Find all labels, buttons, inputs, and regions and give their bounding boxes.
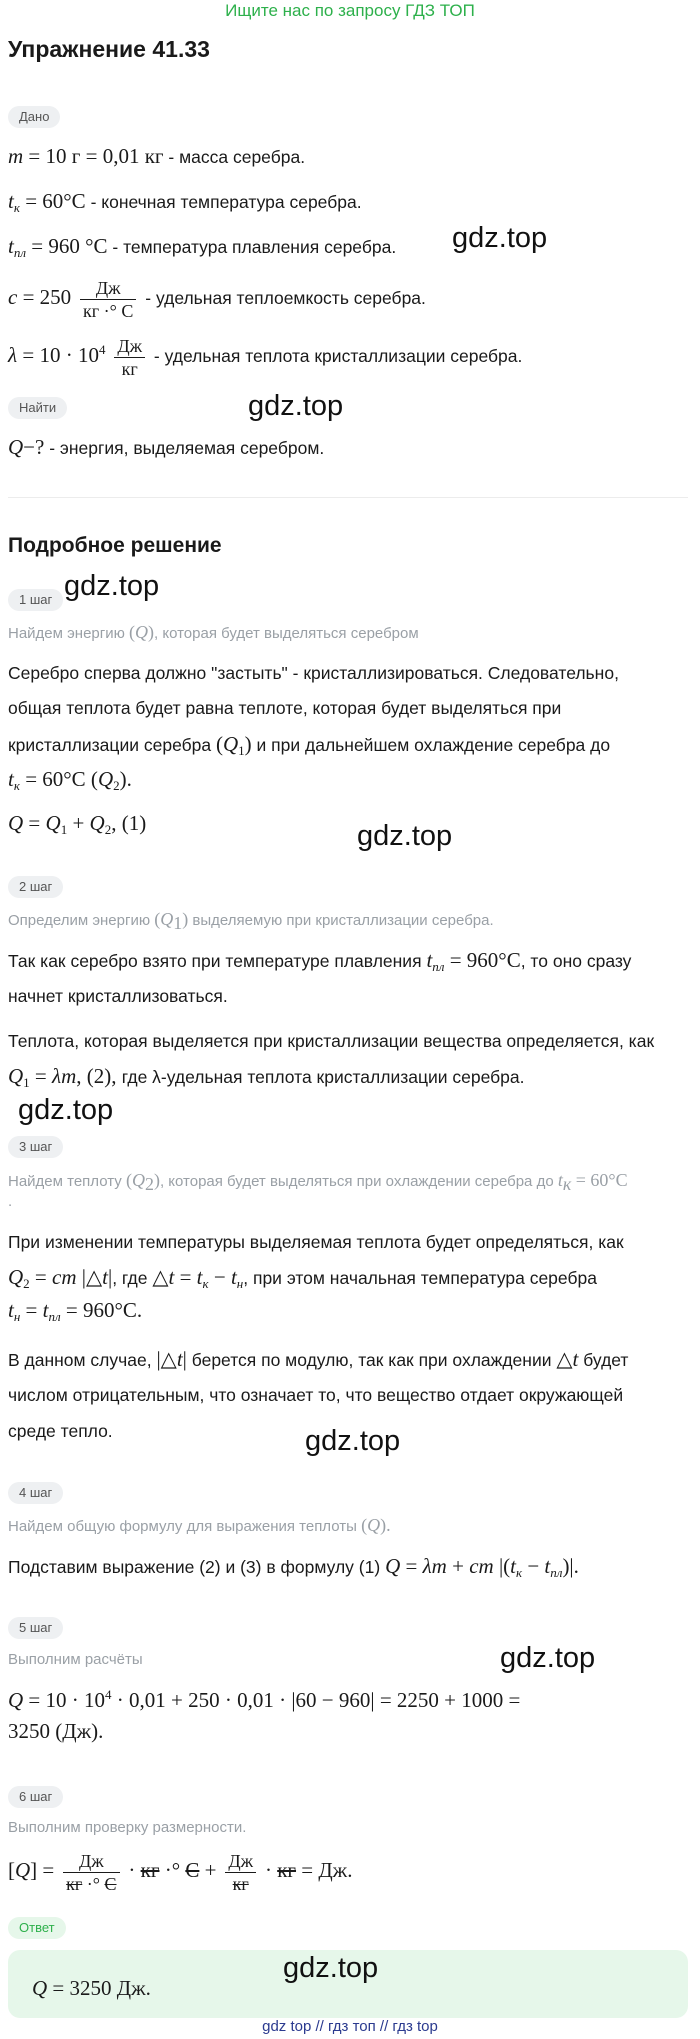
step2-p3: Теплота, которая выделяется при кристаллизации вещества определяется, как <box>8 1031 655 1051</box>
step3-p1: При изменении температуры выделяемая теплота будет определяться, как <box>8 1232 624 1252</box>
step2-p2: начнет кристаллизоваться. <box>8 986 228 1006</box>
step1-hint: Найдем энергию (Q), которая будет выделяться серебром <box>8 622 419 642</box>
given-melt-temp-desc: - температура плавления серебра. <box>112 237 397 257</box>
watermark: gdz.top <box>64 570 160 602</box>
step1-p3b: и при дальнейшем охлаждение серебра до <box>256 735 611 755</box>
step1-formula: $Q = Q_1 + Q_2$, (1) <box>8 811 147 837</box>
step1-hint-b: , которая будет выделяться серебром <box>154 625 419 642</box>
step3-badge: 3 шаг <box>8 1136 63 1158</box>
watermark: gdz.top <box>500 1642 596 1674</box>
given-heat-capacity: c = 250 $\frac{Дж}{кг \cdot^\circ C}$ - удельная теплоемкость серебра. <box>8 277 426 321</box>
step2-badge: 2 шаг <box>8 876 63 898</box>
step3-p4: числом отрицательным, что означает то, что вещество отдает окружающей <box>8 1385 624 1405</box>
step4-hint-a: Найдем общую формулу для выражения теплоты <box>8 1518 357 1535</box>
step2-p1a: Так как серебро взято при температуре плавления <box>8 951 422 971</box>
step3-p3c: будет <box>583 1350 629 1370</box>
step2-p4-text: где λ-удельная теплота кристаллизации серебра. <box>121 1067 525 1087</box>
step3-p3: В данном случае, |△t| берется по модулю, так как при охлаждении △t будет <box>8 1347 629 1371</box>
step2-p4: $Q_1 = \lambda m$, (2), где λ-удельная теплота кристаллизации серебра. <box>8 1064 525 1090</box>
fraction-j-kg-c-strike: $\frac{Дж}{кг \cdot^\circ C}$ <box>63 1850 119 1895</box>
given-badge: Дано <box>8 106 60 128</box>
step3-p2a: , где <box>112 1268 148 1288</box>
step2-p1b: , то оно сразу <box>520 951 632 971</box>
step6-hint: Выполним проверку размерности. <box>8 1819 247 1836</box>
watermark: gdz.top <box>357 820 453 852</box>
find-desc: - энергия, выделяемая серебром. <box>49 438 325 458</box>
step1-p1: Серебро сперва должно "застыть" - кристаллизироваться. Следовательно, <box>8 663 619 683</box>
step3-p5: среде тепло. <box>8 1421 113 1441</box>
step4-hint: Найдем общую формулу для выражения теплоты (Q). <box>8 1515 391 1535</box>
step1-p2: общая теплота будет равна теплоте, которая будет выделяться при <box>8 698 562 718</box>
step3-hint-a: Найдем теплоту <box>8 1173 122 1190</box>
watermark: gdz.top <box>18 1094 114 1126</box>
step2-p1: Так как серебро взято при температуре плавления $t_{пл} = 960^\circ C$, то оно сразу <box>8 948 632 974</box>
watermark: gdz.top <box>283 1952 379 1984</box>
step5-calc-1: $Q = 10 \cdot 10^4 \cdot 0,01 + 250 \cdot 0,01 \cdot |60 - 960| = 2250 + 1000$ = <box>8 1687 521 1712</box>
given-heat-capacity-desc: - удельная теплоемкость серебра. <box>145 288 426 308</box>
given-final-temp-desc: - конечная температура серебра. <box>90 192 362 212</box>
step3-p2b: , при этом начальная температура серебра <box>243 1268 597 1288</box>
find-badge: Найти <box>8 397 67 419</box>
answer-value: Q = 3250 Дж. <box>32 1976 151 2000</box>
step3-p3a: В данном случае, <box>8 1350 152 1370</box>
watermark: gdz.top <box>248 390 344 422</box>
step3-p3b: берется по модулю, так как при охлаждении <box>191 1350 552 1370</box>
watermark: gdz.top <box>305 1425 401 1457</box>
step3-p2-formula: $t_н = t_{пл} = 960^\circ C$. <box>8 1298 143 1324</box>
step2-hint-a: Определим энергию <box>8 912 151 929</box>
step4-badge: 4 шаг <box>8 1482 63 1504</box>
given-lambda: $\lambda = 10 \cdot 10^4$ $\frac{Дж}{кг}$ - удельная теплота кристаллизации серебра. <box>8 335 523 379</box>
step3-hint-dot: . <box>8 1193 13 1210</box>
given-lambda-desc: - удельная теплота кристаллизации серебра. <box>153 346 523 366</box>
step1-p3: кристаллизации серебра $(Q_1)$ и при дальнейшем охлаждение серебра до <box>8 732 611 758</box>
step1-hint-a: Найдем энергию <box>8 625 125 642</box>
step2-hint-b: выделяемую при кристаллизации серебра. <box>192 912 494 929</box>
given-melt-temp: $t_{пл} = 960$ °C - температура плавления серебра. <box>8 234 397 260</box>
find-q: Q−? - энергия, выделяемая серебром. <box>8 435 325 459</box>
solution-title: Подробное решение <box>8 534 222 557</box>
footer-links[interactable]: gdz top // гдз топ // гдз top <box>262 2018 438 2035</box>
step6-check: [Q] = $\frac{Дж}{кг \cdot^\circ C}$ · кг ·° C + $\frac{Дж}{кг}$ · кг = Дж. <box>8 1850 353 1894</box>
step4-p1: Подставим выражение (2) и (3) в формулу (1) Q = λm + cm $|(t_к - t_{пл})|$. <box>8 1554 579 1580</box>
step5-badge: 5 шаг <box>8 1617 63 1639</box>
given-mass: m = 10 г = 0,01 кг - масса серебра. <box>8 144 306 168</box>
step1-p4: $t_к = 60^\circ C$ $(Q_2)$. <box>8 767 132 793</box>
step3-hint-b: , которая будет выделяться при охлаждении серебра до <box>159 1173 554 1190</box>
top-search-link[interactable]: Ищите нас по запросу ГДЗ ТОП <box>225 1 475 20</box>
fraction-j-kg-strike: $\frac{Дж}{кг}$ <box>225 1850 256 1895</box>
page-title: Упражнение 41.33 <box>8 36 210 62</box>
step3-hint: Найдем теплоту (Q2), которая будет выделяться при охлаждении серебра до tк = 60°C <box>8 1170 628 1194</box>
given-final-temp: $t_к = 60^\circ C$ - конечная температура серебра. <box>8 189 362 215</box>
watermark: gdz.top <box>452 222 548 254</box>
step5-calc-2: 3250 (Дж). <box>8 1719 104 1743</box>
step1-badge: 1 шаг <box>8 589 63 611</box>
step5-hint: Выполним расчёты <box>8 1651 143 1668</box>
answer-badge: Ответ <box>8 1917 66 1939</box>
step4-p1-text: Подставим выражение (2) и (3) в формулу (1) <box>8 1557 381 1577</box>
step6-badge: 6 шаг <box>8 1786 63 1808</box>
divider <box>8 497 688 498</box>
step1-p3a: кристаллизации серебра <box>8 735 212 755</box>
given-mass-desc: - масса серебра. <box>168 147 306 167</box>
fraction-j-kg-c: $\frac{Дж}{кг \cdot^\circ C}$ <box>80 277 136 322</box>
step3-p2: $Q_2$ = cm |△t|, где △t = $t_к - t_н$, при этом начальная температура серебра <box>8 1265 597 1291</box>
fraction-j-kg: $\frac{Дж}{кг}$ <box>114 335 145 380</box>
step2-hint: Определим энергию (Q1) выделяемую при кристаллизации серебра. <box>8 909 494 933</box>
